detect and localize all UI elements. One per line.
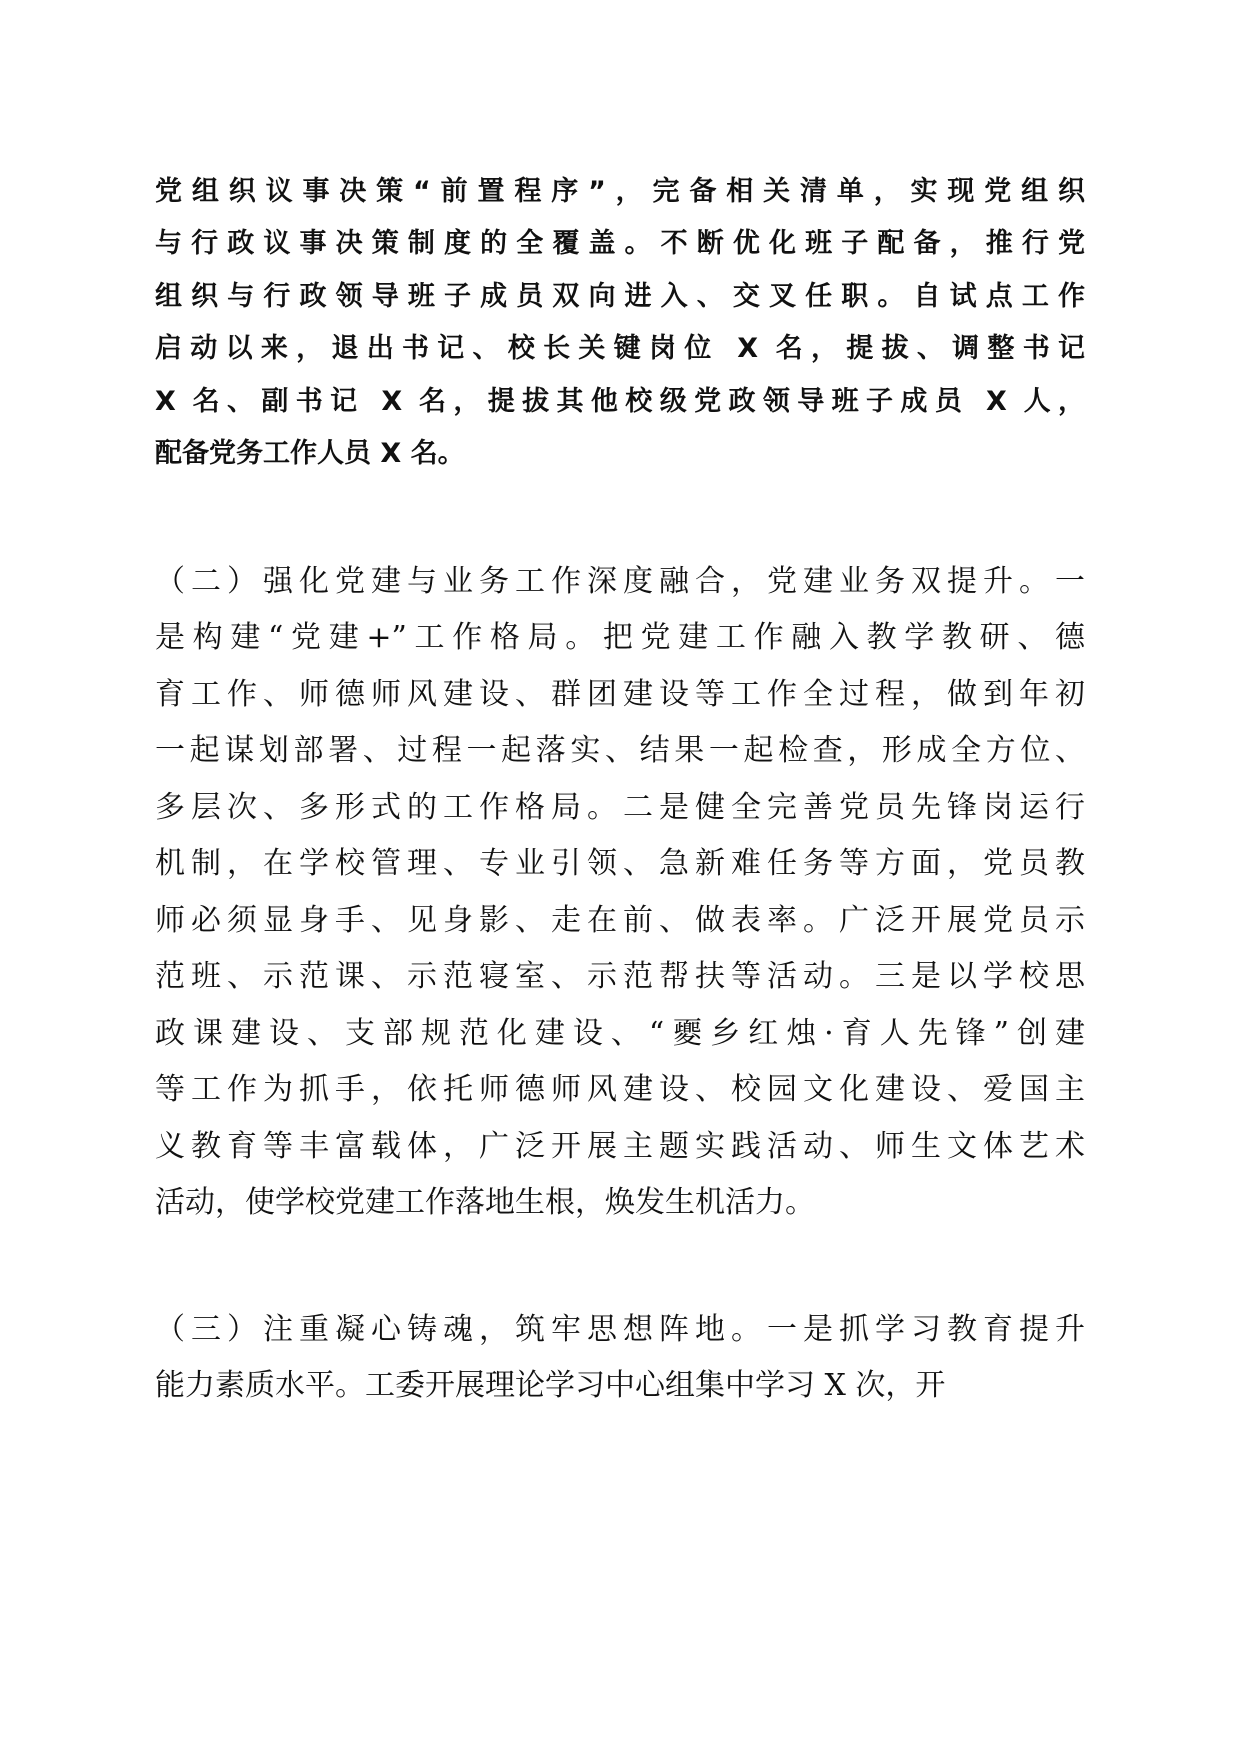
text-line: 活动，使学校党建工作落地生根，焕发生机活力。: [155, 1185, 815, 1220]
text-line: 机制，在学校管理、专业引领、急新难任务等方面，党员教: [155, 846, 1085, 881]
text-line: 义教育等丰富载体，广泛开展主题实践活动、师生文体艺术: [155, 1129, 1085, 1164]
text-line: 是构建“党建+”工作格局。把党建工作融入教学教研、德: [155, 620, 1085, 655]
text-line: 范班、示范课、示范寝室、示范帮扶等活动。三是以学校思: [155, 959, 1085, 994]
text-line: 启动以来，退出书记、校长关键岗位 X 名，提拔、调整书记: [155, 333, 1085, 364]
text-line: 师必须显身手、见身影、走在前、做表率。广泛开展党员示: [155, 903, 1085, 938]
text-line: （三）注重凝心铸魂，筑牢思想阵地。一是抓学习教育提升: [155, 1312, 1085, 1347]
text-line: 一起谋划部署、过程一起落实、结果一起检查，形成全方位、: [155, 733, 1085, 768]
text-line: 党组织议事决策“前置程序”，完备相关清单，实现党组织: [155, 176, 1085, 207]
text-line: 配备党务工作人员 X 名。: [155, 438, 465, 469]
text-line: 等工作为抓手，依托师德师风建设、校园文化建设、爱国主: [155, 1072, 1085, 1107]
text-line: 政课建设、支部规范化建设、“夒乡红烛·育人先锋”创建: [155, 1016, 1085, 1051]
text-line: X 名、副书记 X 名，提拔其他校级党政领导班子成员 X 人，: [155, 386, 1085, 417]
text-line: 能力素质水平。工委开展理论学习中心组集中学习 X 次，开: [155, 1368, 946, 1403]
text-line: 组织与行政领导班子成员双向进入、交叉任职。自试点工作: [155, 281, 1085, 312]
text-line: 多层次、多形式的工作格局。二是健全完善党员先锋岗运行: [155, 790, 1085, 825]
text-line: 与行政议事决策制度的全覆盖。不断优化班子配备，推行党: [155, 228, 1085, 259]
text-line: 育工作、师德师风建设、群团建设等工作全过程，做到年初: [155, 677, 1085, 712]
text-line: （二）强化党建与业务工作深度融合，党建业务双提升。一: [155, 564, 1085, 599]
